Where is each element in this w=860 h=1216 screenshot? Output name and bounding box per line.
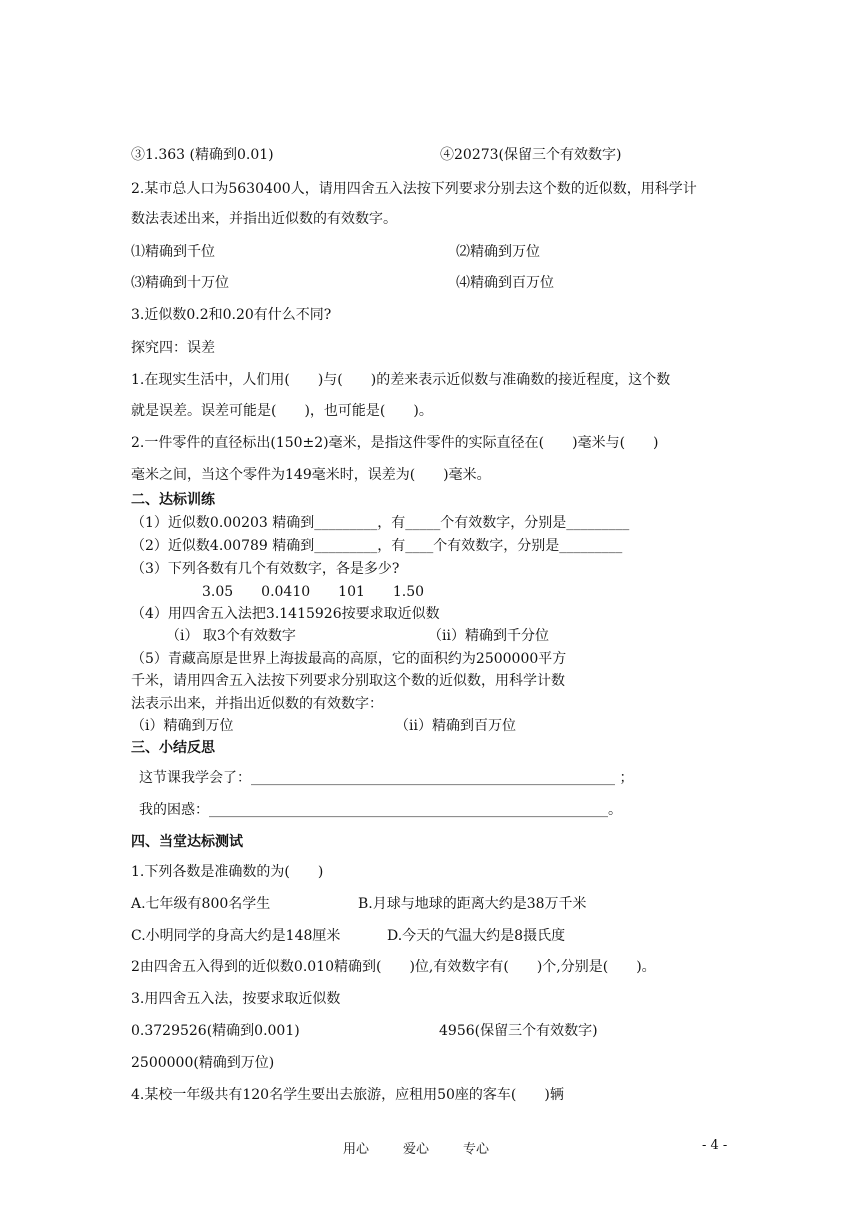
text-line: B.月球与地球的距离大约是38万千米	[358, 896, 587, 912]
text-line: （ⅰ） 取3个有效数字	[166, 628, 296, 644]
text-line: 我的困惑：_________________________________________________________。	[139, 802, 622, 818]
section-heading: 探究四：误差	[131, 340, 215, 356]
text-line: （1）近似数0.00203 精确到_________，有_____个有效数字，分别是_________	[131, 515, 630, 531]
footer-motto: 爱心	[403, 1142, 430, 1157]
text-line: （2）近似数4.00789 精确到_________，有____个有效数字，分别是_________	[131, 538, 623, 554]
text-line: C.小明同学的身高大约是148厘米	[131, 928, 341, 944]
text-line: 数法表述出来，并指出近似数的有效数字。	[131, 211, 397, 227]
section-heading: 二、达标训练	[131, 492, 215, 508]
text-line: 3.近似数0.2和0.20有什么不同?	[131, 307, 332, 323]
text-line: 千米，请用四舍五入法按下列要求分别取这个数的近似数，用科学计数	[131, 673, 565, 689]
text-line: （3）下列各数有几个有效数字，各是多少?	[131, 561, 400, 577]
text-line: ④20273(保留三个有效数字)	[440, 147, 622, 163]
text-line: ③1.363 (精确到0.01)	[131, 147, 274, 163]
text-line: ⑷精确到百万位	[456, 275, 554, 291]
text-line: 4.某校一年级共有120名学生要出去旅游，应租用50座的客车( )辆	[131, 1087, 564, 1103]
footer-motto: 用心	[343, 1142, 370, 1157]
text-line: 毫米之间，当这个零件为149毫米时，误差为( )毫米。	[131, 467, 491, 483]
text-line: ⑴精确到千位	[131, 244, 215, 260]
text-line: （ⅱ）精确到千分位	[428, 628, 549, 644]
text-line: ⑵精确到万位	[456, 244, 540, 260]
text-line: 1.在现实生活中，人们用( )与( )的差来表示近似数与准确数的接近程度，这个数	[131, 372, 671, 388]
text-line: 4956(保留三个有效数字)	[439, 1023, 598, 1039]
page-number: - 4 -	[702, 1138, 728, 1153]
text-line: 2由四舍五入得到的近似数0.010精确到( )位,有效数字有( )个,分别是( )。	[131, 959, 656, 975]
text-line: 这节课我学会了：____________________________________________________ ；	[139, 770, 634, 786]
text-line: （ⅰ）精确到万位	[131, 718, 234, 734]
text-line: （5）青藏高原是世界上海拔最高的高原，它的面积约为2500000平方	[131, 651, 567, 667]
text-line: 1.下列各数是准确数的为( )	[131, 864, 324, 880]
text-line: （ⅱ）精确到百万位	[395, 718, 516, 734]
section-heading: 三、小结反思	[131, 740, 215, 756]
footer-motto: 专心	[463, 1142, 490, 1157]
text-line: 2.一件零件的直径标出(150±2)毫米，是指这件零件的实际直径在( )毫米与( )	[131, 435, 659, 451]
text-line: （4）用四舍五入法把3.1415926按要求取近似数	[131, 606, 440, 622]
text-line: A.七年级有800名学生	[131, 896, 271, 912]
text-line: 3.05 0.0410 101 1.50	[202, 584, 425, 600]
text-line: 法表示出来，并指出近似数的有效数字：	[131, 696, 383, 712]
text-line: 就是误差。误差可能是( )，也可能是( )。	[131, 403, 433, 419]
text-line: D.今天的气温大约是8摄氏度	[387, 928, 566, 944]
text-line: 0.3729526(精确到0.001)	[131, 1023, 300, 1039]
text-line: 2.某市总人口为5630400人，请用四舍五入法按下列要求分别去这个数的近似数，用科学计	[131, 181, 697, 197]
text-line: 2500000(精确到万位)	[131, 1055, 275, 1071]
text-line: ⑶精确到十万位	[131, 275, 229, 291]
text-line: 3.用四舍五入法，按要求取近似数	[131, 991, 341, 1007]
section-heading: 四、当堂达标测试	[131, 834, 243, 850]
